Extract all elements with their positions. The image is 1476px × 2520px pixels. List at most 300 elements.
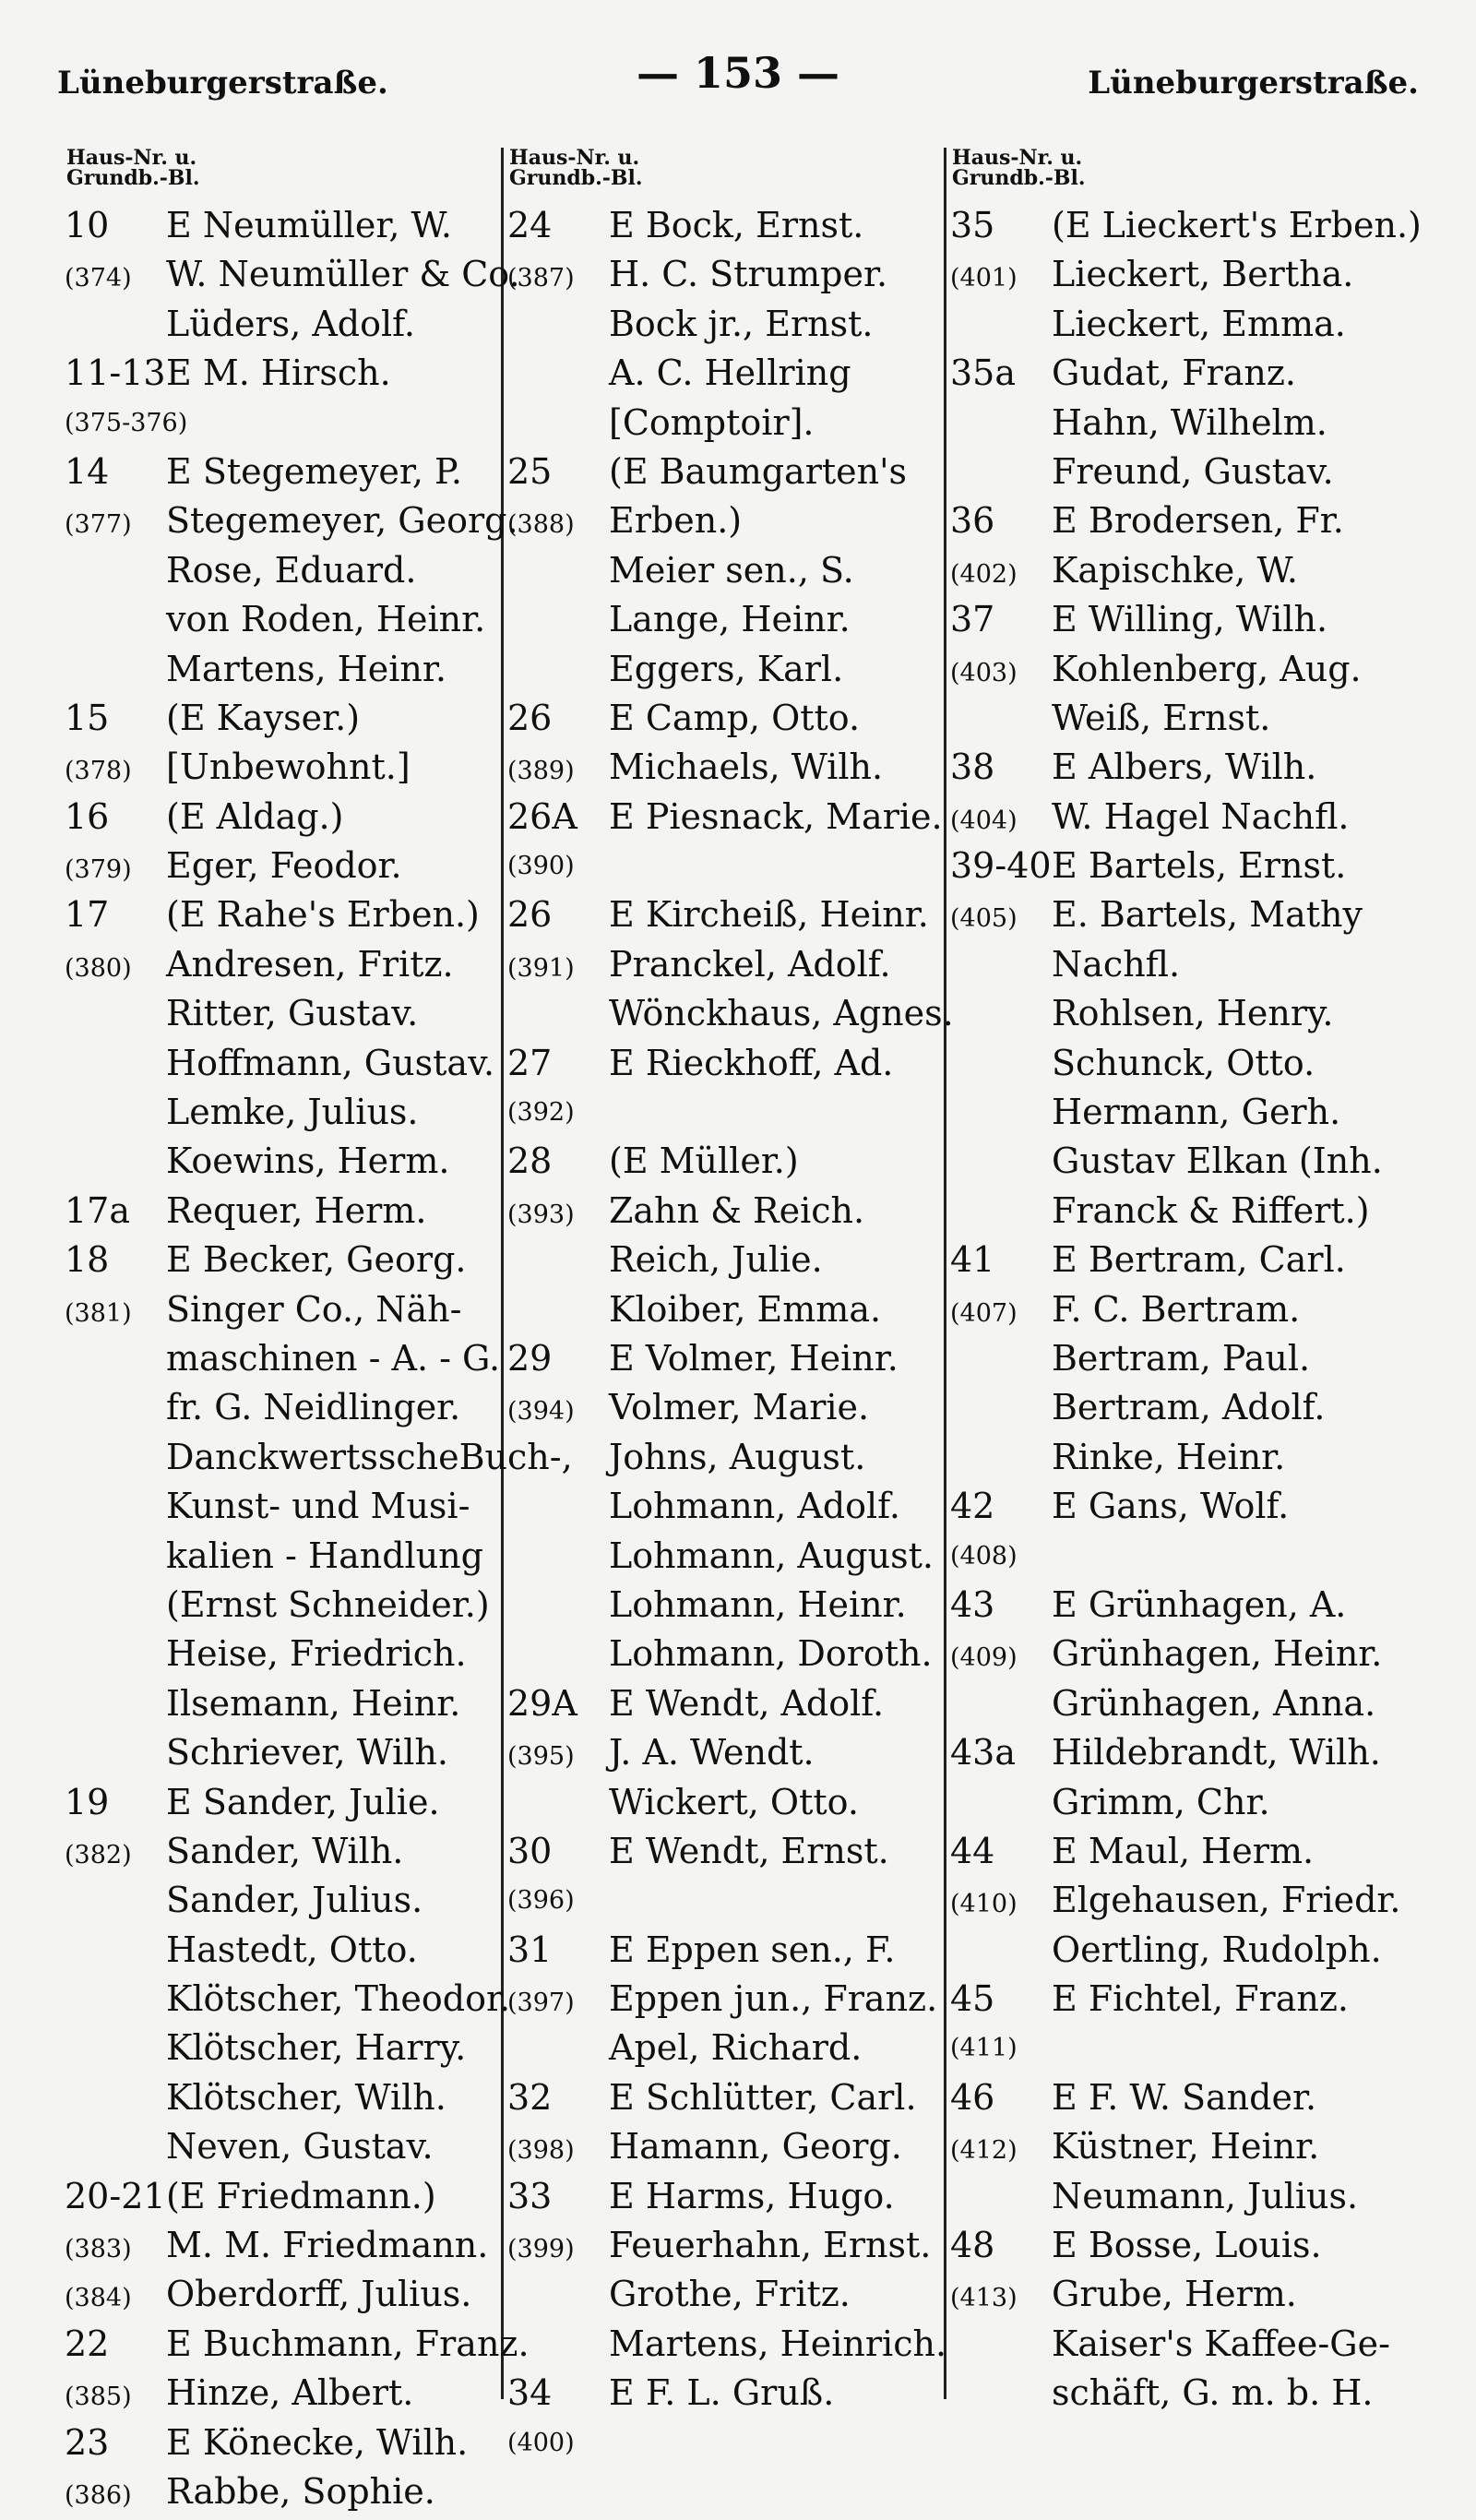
directory-line bbox=[65, 1532, 507, 1581]
directory-line bbox=[65, 201, 507, 250]
directory-line bbox=[65, 793, 507, 842]
directory-line bbox=[507, 1926, 950, 1975]
resident-entry: Eppen jun., Franz. bbox=[609, 1978, 938, 2020]
resident-entry: Andresen, Fritz. bbox=[166, 943, 454, 985]
land-register-number: (399) bbox=[507, 2235, 575, 2264]
resident-entry: E Becker, Georg. bbox=[166, 1239, 467, 1281]
resident-entry: Bock jr., Ernst. bbox=[609, 303, 874, 344]
resident-entry: Lohmann, Doroth. bbox=[609, 1633, 933, 1675]
directory-line bbox=[507, 842, 950, 890]
directory-line bbox=[65, 1926, 507, 1975]
directory-line bbox=[507, 546, 950, 595]
land-register-number: (405) bbox=[950, 904, 1018, 934]
land-register-number: (377) bbox=[65, 510, 132, 540]
resident-entry: Wönckhaus, Agnes. bbox=[609, 993, 954, 1034]
directory-line bbox=[507, 1236, 950, 1284]
house-number: 45 bbox=[950, 1978, 995, 2020]
resident-entry: Küstner, Heinr. bbox=[1052, 2126, 1320, 2168]
resident-entry: kalien - Handlung bbox=[166, 1535, 483, 1576]
resident-entry: E Camp, Otto. bbox=[609, 697, 861, 738]
resident-entry: Bertram, Paul. bbox=[1052, 1337, 1311, 1379]
land-register-number: (382) bbox=[65, 1840, 132, 1869]
column-3 bbox=[950, 146, 1422, 2414]
house-number: 38 bbox=[950, 746, 995, 788]
directory-line bbox=[507, 1975, 950, 2024]
directory-line bbox=[950, 989, 1411, 1038]
directory-line bbox=[950, 1926, 1411, 1975]
resident-entry: Rabbe, Sophie. bbox=[166, 2470, 435, 2512]
directory-line bbox=[507, 595, 950, 644]
land-register-number: (395) bbox=[507, 1742, 575, 1772]
house-number: 15 bbox=[65, 697, 110, 738]
house-number: 26A bbox=[507, 795, 577, 837]
page-number: — 153 — bbox=[636, 48, 840, 98]
resident-entry: schäft, G. m. b. H. bbox=[1052, 2372, 1374, 2414]
resident-entry: E Bartels, Ernst. bbox=[1052, 845, 1347, 887]
land-register-number: (378) bbox=[65, 757, 132, 786]
directory-line bbox=[507, 989, 954, 1038]
resident-entry: E. Bartels, Mathy bbox=[1052, 894, 1363, 936]
land-register-number: (413) bbox=[950, 2284, 1018, 2313]
resident-entry: E Eppen sen., F. bbox=[609, 1929, 896, 1970]
resident-entry: Rohlsen, Henry. bbox=[1052, 993, 1334, 1034]
resident-entry: von Roden, Heinr. bbox=[166, 599, 486, 640]
directory-line bbox=[65, 2122, 507, 2171]
directory-line bbox=[65, 1187, 507, 1236]
directory-line bbox=[65, 595, 507, 644]
resident-entry: Weiß, Ernst. bbox=[1052, 697, 1271, 738]
resident-entry: Volmer, Marie. bbox=[609, 1387, 870, 1428]
house-number: 23 bbox=[65, 2421, 110, 2463]
resident-entry: Sander, Julius. bbox=[166, 1880, 423, 1921]
house-number: 18 bbox=[65, 1239, 110, 1281]
resident-entry: W. Neumüller & Co. bbox=[166, 254, 520, 295]
house-number: 32 bbox=[507, 2076, 553, 2118]
directory-line bbox=[950, 1482, 1411, 1531]
resident-entry: E Brodersen, Fr. bbox=[1052, 500, 1344, 542]
directory-line bbox=[507, 2270, 950, 2319]
land-register-number: (387) bbox=[507, 264, 575, 293]
directory-line bbox=[65, 2369, 507, 2418]
house-number: 20-21 bbox=[65, 2175, 166, 2216]
house-number: 25 bbox=[507, 450, 553, 492]
land-register-number: (391) bbox=[507, 953, 575, 983]
column-heading: Haus-Nr. u. Grundb.-Bl. bbox=[509, 146, 643, 190]
directory-line bbox=[950, 399, 1411, 448]
directory-line bbox=[507, 1728, 950, 1777]
directory-line bbox=[507, 2073, 950, 2122]
directory-line bbox=[507, 2024, 950, 2072]
land-register-number: (381) bbox=[65, 1298, 132, 1328]
resident-entry: Feuerhahn, Ernst. bbox=[609, 2225, 932, 2266]
house-number: 35 bbox=[950, 205, 995, 245]
land-register-number: (393) bbox=[507, 1200, 575, 1229]
directory-line bbox=[950, 1581, 1411, 1630]
resident-entry: Lohmann, Adolf. bbox=[609, 1486, 900, 1527]
directory-line bbox=[65, 989, 507, 1038]
resident-entry: Schunck, Otto. bbox=[1052, 1042, 1315, 1083]
resident-entry: E Neumüller, W. bbox=[166, 205, 452, 245]
resident-entry: Hahn, Wilhelm. bbox=[1052, 401, 1327, 443]
directory-line bbox=[950, 940, 1411, 989]
resident-entry: A. C. Hellring bbox=[609, 352, 851, 394]
directory-line bbox=[65, 349, 507, 398]
house-number: 30 bbox=[507, 1830, 553, 1871]
house-number: 10 bbox=[65, 205, 110, 245]
resident-entry: Hamann, Georg. bbox=[609, 2126, 902, 2168]
directory-line bbox=[950, 890, 1411, 939]
resident-entry: W. Hagel Nachfl. bbox=[1052, 795, 1350, 837]
house-number: 26 bbox=[507, 894, 553, 936]
resident-entry: Oberdorff, Julius. bbox=[166, 2274, 472, 2315]
directory-line bbox=[65, 496, 518, 545]
directory-line bbox=[65, 1581, 507, 1630]
directory-line bbox=[65, 1383, 507, 1432]
directory-line bbox=[507, 2418, 950, 2467]
resident-entry: Hinze, Albert. bbox=[166, 2372, 414, 2414]
directory-line bbox=[65, 1728, 507, 1777]
directory-line bbox=[507, 1334, 950, 1383]
house-number: 31 bbox=[507, 1929, 553, 1970]
directory-line bbox=[65, 890, 507, 939]
directory-line bbox=[65, 645, 507, 694]
house-number: 26 bbox=[507, 697, 553, 738]
resident-entry: Neven, Gustav. bbox=[166, 2126, 434, 2168]
directory-line bbox=[950, 1433, 1411, 1482]
land-register-number: (398) bbox=[507, 2136, 575, 2166]
directory-line bbox=[507, 1630, 950, 1678]
directory-line bbox=[65, 1679, 507, 1728]
directory-line bbox=[950, 694, 1411, 743]
directory-line bbox=[65, 1827, 507, 1876]
house-number: 44 bbox=[950, 1830, 995, 1871]
resident-entry: E Buchmann, Franz. bbox=[166, 2323, 530, 2364]
directory-line bbox=[65, 940, 507, 989]
land-register-number: (383) bbox=[65, 2235, 132, 2264]
house-number: 33 bbox=[507, 2175, 553, 2216]
land-register-number: (400) bbox=[507, 2428, 575, 2457]
directory-line bbox=[507, 2122, 950, 2171]
directory-line bbox=[507, 940, 950, 989]
resident-entry: E Harms, Hugo. bbox=[609, 2175, 895, 2216]
resident-entry: Martens, Heinr. bbox=[166, 648, 446, 689]
directory-line bbox=[507, 743, 950, 792]
directory-line bbox=[507, 496, 950, 545]
house-number: 19 bbox=[65, 1781, 110, 1822]
resident-entry: Heise, Friedrich. bbox=[166, 1633, 467, 1675]
resident-entry: Klötscher, Harry. bbox=[166, 2027, 467, 2069]
directory-line bbox=[65, 2320, 530, 2369]
running-head-left: Lüneburgerstraße. bbox=[57, 65, 388, 102]
resident-entry: Lieckert, Emma. bbox=[1052, 303, 1346, 344]
resident-entry: E Willing, Wilh. bbox=[1052, 599, 1328, 640]
directory-line bbox=[65, 2221, 507, 2270]
land-register-number: (397) bbox=[507, 1989, 575, 2018]
directory-line bbox=[65, 2467, 507, 2516]
house-number: 11-13 bbox=[65, 352, 166, 394]
directory-line bbox=[507, 2172, 950, 2221]
house-number: 14 bbox=[65, 450, 110, 492]
directory-line bbox=[507, 793, 950, 842]
directory-line bbox=[507, 1137, 950, 1186]
house-number: 46 bbox=[950, 2076, 995, 2118]
directory-line bbox=[950, 793, 1411, 842]
directory-line bbox=[65, 1630, 507, 1678]
resident-entry: E Bosse, Louis. bbox=[1052, 2225, 1322, 2266]
directory-line bbox=[507, 1383, 950, 1432]
resident-entry: Freund, Gustav. bbox=[1052, 450, 1334, 492]
resident-entry: Zahn & Reich. bbox=[609, 1189, 865, 1231]
land-register-number: (385) bbox=[65, 2383, 132, 2412]
resident-entry: Reich, Julie. bbox=[609, 1239, 823, 1281]
directory-line bbox=[507, 250, 950, 299]
directory-line bbox=[507, 645, 950, 694]
resident-entry: Grünhagen, Anna. bbox=[1052, 1682, 1376, 1724]
resident-entry: maschinen - A. - G. bbox=[166, 1337, 501, 1379]
resident-entry: Rose, Eduard. bbox=[166, 549, 417, 591]
directory-line bbox=[507, 1778, 950, 1827]
directory-line bbox=[950, 496, 1411, 545]
resident-entry: Kaiser's Kaffee-Ge- bbox=[1052, 2323, 1390, 2364]
resident-entry: Ritter, Gustav. bbox=[166, 993, 419, 1034]
resident-entry: Sander, Wilh. bbox=[166, 1830, 404, 1871]
resident-entry: (E Müller.) bbox=[609, 1141, 799, 1182]
directory-line bbox=[950, 1285, 1411, 1334]
resident-entry: E Albers, Wilh. bbox=[1052, 746, 1317, 788]
land-register-number: (401) bbox=[950, 264, 1018, 293]
land-register-number: (386) bbox=[65, 2480, 132, 2510]
land-register-number: (394) bbox=[507, 1397, 575, 1427]
resident-entry: Schriever, Wilh. bbox=[166, 1732, 448, 1774]
directory-line bbox=[65, 250, 520, 299]
directory-line bbox=[65, 2172, 507, 2221]
resident-entry: E Volmer, Heinr. bbox=[609, 1337, 899, 1379]
directory-line bbox=[65, 1039, 507, 1088]
directory-line bbox=[507, 1581, 950, 1630]
resident-entry: [Comptoir]. bbox=[609, 401, 815, 443]
directory-line bbox=[65, 2073, 507, 2122]
land-register-number: (392) bbox=[507, 1098, 575, 1128]
directory-line bbox=[507, 2221, 950, 2270]
directory-line bbox=[950, 1236, 1411, 1284]
resident-entry: E Bock, Ernst. bbox=[609, 205, 864, 245]
directory-line bbox=[65, 546, 507, 595]
directory-line bbox=[507, 1532, 950, 1581]
directory-line bbox=[507, 1679, 950, 1728]
directory-line bbox=[65, 448, 507, 496]
house-number: 16 bbox=[65, 795, 110, 837]
directory-line bbox=[950, 1827, 1411, 1876]
land-register-number: (384) bbox=[65, 2284, 132, 2313]
resident-entry: E Piesnack, Marie. bbox=[609, 795, 943, 837]
resident-entry: Eger, Feodor. bbox=[166, 845, 402, 887]
resident-entry: Grothe, Fritz. bbox=[609, 2274, 851, 2315]
resident-entry: Hoffmann, Gustav. bbox=[166, 1042, 495, 1083]
directory-line bbox=[950, 1187, 1411, 1236]
directory-line bbox=[950, 1630, 1411, 1678]
resident-entry: E Wendt, Ernst. bbox=[609, 1830, 889, 1871]
column-2 bbox=[507, 146, 954, 2457]
column-heading: Haus-Nr. u. Grundb.-Bl. bbox=[952, 146, 1086, 190]
directory-line bbox=[950, 1039, 1411, 1088]
resident-entry: Grimm, Chr. bbox=[1052, 1781, 1270, 1822]
directory-line bbox=[950, 2122, 1411, 2171]
house-number: 17 bbox=[65, 894, 110, 936]
directory-line bbox=[950, 1975, 1411, 2024]
directory-line bbox=[65, 1778, 507, 1827]
resident-entry: Michaels, Wilh. bbox=[609, 746, 884, 788]
resident-entry: Lemke, Julius. bbox=[166, 1092, 419, 1133]
resident-entry: Hermann, Gerh. bbox=[1052, 1092, 1341, 1133]
land-register-number: (389) bbox=[507, 757, 575, 786]
resident-entry: H. C. Strumper. bbox=[609, 254, 888, 295]
directory-line bbox=[507, 1088, 950, 1137]
directory-line bbox=[65, 1285, 507, 1334]
resident-entry: Martens, Heinrich. bbox=[609, 2323, 947, 2364]
directory-line bbox=[950, 1383, 1411, 1432]
house-number: 35a bbox=[950, 352, 1017, 394]
directory-line bbox=[950, 2172, 1411, 2221]
resident-entry: Johns, August. bbox=[609, 1436, 866, 1477]
resident-entry: Lange, Heinr. bbox=[609, 599, 851, 640]
resident-entry: E Könecke, Wilh. bbox=[166, 2421, 469, 2463]
resident-entry: Pranckel, Adolf. bbox=[609, 943, 891, 985]
resident-entry: Klötscher, Wilh. bbox=[166, 2076, 446, 2118]
land-register-number: (412) bbox=[950, 2136, 1018, 2166]
directory-line bbox=[950, 2221, 1411, 2270]
land-register-number: (380) bbox=[65, 953, 132, 983]
resident-entry: Eggers, Karl. bbox=[609, 648, 844, 689]
resident-entry: E Sander, Julie. bbox=[166, 1781, 440, 1822]
directory-line bbox=[507, 2320, 950, 2369]
directory-line bbox=[65, 1482, 507, 1531]
resident-entry: (E Lieckert's Erben.) bbox=[1052, 205, 1422, 245]
resident-entry: F. C. Bertram. bbox=[1052, 1288, 1301, 1330]
directory-line bbox=[507, 1482, 950, 1531]
resident-entry: E Rieckhoff, Ad. bbox=[609, 1042, 894, 1083]
resident-entry: Stegemeyer, Georg. bbox=[166, 500, 518, 542]
directory-line bbox=[950, 842, 1411, 890]
directory-line bbox=[507, 694, 950, 743]
resident-entry: Lüders, Adolf. bbox=[166, 303, 415, 344]
resident-entry: E Grünhagen, A. bbox=[1052, 1583, 1347, 1625]
house-number: 29A bbox=[507, 1682, 577, 1724]
directory-line bbox=[65, 300, 507, 349]
directory-line bbox=[507, 1433, 950, 1482]
resident-entry: Grünhagen, Heinr. bbox=[1052, 1633, 1383, 1675]
directory-line bbox=[507, 349, 950, 398]
directory-line bbox=[65, 842, 507, 890]
directory-line bbox=[950, 2270, 1411, 2319]
directory-line bbox=[65, 1975, 511, 2024]
resident-entry: Gudat, Franz. bbox=[1052, 352, 1296, 394]
resident-entry: (E Baumgarten's bbox=[609, 450, 908, 492]
directory-line bbox=[950, 1778, 1411, 1827]
resident-entry: Hildebrandt, Wilh. bbox=[1052, 1732, 1381, 1774]
resident-entry: (E Aldag.) bbox=[166, 795, 344, 837]
directory-line bbox=[507, 448, 950, 496]
directory-line bbox=[950, 1679, 1411, 1728]
directory-line bbox=[507, 2369, 950, 2418]
resident-entry: M. M. Friedmann. bbox=[166, 2225, 489, 2266]
house-number: 24 bbox=[507, 205, 553, 245]
land-register-number: (402) bbox=[950, 559, 1018, 589]
directory-line bbox=[65, 2418, 507, 2467]
resident-entry: Elgehausen, Friedr. bbox=[1052, 1880, 1401, 1921]
house-number: 34 bbox=[507, 2372, 553, 2414]
directory-line bbox=[507, 399, 950, 448]
land-register-number: (379) bbox=[65, 855, 132, 885]
resident-entry: Requer, Herm. bbox=[166, 1189, 427, 1231]
resident-entry: E F. L. Gruß. bbox=[609, 2372, 835, 2414]
directory-line bbox=[65, 1334, 507, 1383]
resident-entry: Klötscher, Theodor. bbox=[166, 1978, 511, 2020]
directory-line bbox=[65, 1088, 507, 1137]
resident-entry: Lohmann, August. bbox=[609, 1535, 934, 1576]
house-number: 48 bbox=[950, 2225, 995, 2266]
house-number: 41 bbox=[950, 1239, 995, 1281]
land-register-number: (409) bbox=[950, 1643, 1018, 1673]
house-number: 17a bbox=[65, 1189, 131, 1231]
resident-entry: Kunst- und Musi- bbox=[166, 1486, 470, 1527]
directory-line bbox=[65, 694, 507, 743]
resident-entry: Nachfl. bbox=[1052, 943, 1181, 985]
resident-entry: E Schlütter, Carl. bbox=[609, 2076, 917, 2118]
house-number: 36 bbox=[950, 500, 995, 542]
directory-line bbox=[950, 1088, 1411, 1137]
house-number: 29 bbox=[507, 1337, 553, 1379]
resident-entry: E Fichtel, Franz. bbox=[1052, 1978, 1349, 2020]
resident-entry: E Stegemeyer, P. bbox=[166, 450, 462, 492]
resident-entry: Apel, Richard. bbox=[609, 2027, 863, 2069]
column-heading: Haus-Nr. u. Grundb.-Bl. bbox=[66, 146, 200, 190]
resident-entry: E Kircheiß, Heinr. bbox=[609, 894, 929, 936]
directory-line bbox=[950, 448, 1411, 496]
land-register-number: (410) bbox=[950, 1890, 1018, 1919]
land-register-number: (404) bbox=[950, 806, 1018, 835]
directory-line bbox=[507, 1876, 950, 1925]
house-number: 28 bbox=[507, 1141, 553, 1182]
land-register-number: (396) bbox=[507, 1886, 575, 1916]
running-head-right: Lüneburgerstraße. bbox=[1088, 65, 1419, 102]
resident-entry: (E Rahe's Erben.) bbox=[166, 894, 480, 936]
directory-line bbox=[950, 595, 1411, 644]
directory-line bbox=[950, 1728, 1411, 1777]
resident-entry: (Ernst Schneider.) bbox=[166, 1583, 490, 1625]
resident-entry: Franck & Riffert.) bbox=[1052, 1189, 1370, 1231]
resident-entry: Koewins, Herm. bbox=[166, 1141, 450, 1182]
land-register-number: (374) bbox=[65, 264, 132, 293]
resident-entry: (E Friedmann.) bbox=[166, 2175, 436, 2216]
resident-entry: Singer Co., Näh- bbox=[166, 1288, 462, 1330]
resident-entry: [Unbewohnt.] bbox=[166, 746, 411, 788]
resident-entry: E Bertram, Carl. bbox=[1052, 1239, 1346, 1281]
directory-line bbox=[950, 1876, 1411, 1925]
directory-line bbox=[950, 2320, 1411, 2369]
house-number: 37 bbox=[950, 599, 995, 640]
land-register-number: (375-376) bbox=[65, 408, 188, 437]
house-number: 22 bbox=[65, 2323, 110, 2364]
resident-entry: Ilsemann, Heinr. bbox=[166, 1682, 461, 1724]
house-number: 42 bbox=[950, 1486, 995, 1527]
land-register-number: (411) bbox=[950, 2034, 1018, 2063]
directory-line bbox=[950, 250, 1411, 299]
resident-entry: (E Kayser.) bbox=[166, 697, 361, 738]
directory-line bbox=[507, 201, 950, 250]
directory-line bbox=[65, 1236, 507, 1284]
resident-entry: J. A. Wendt. bbox=[609, 1732, 815, 1774]
resident-entry: Kohlenberg, Aug. bbox=[1052, 648, 1362, 689]
